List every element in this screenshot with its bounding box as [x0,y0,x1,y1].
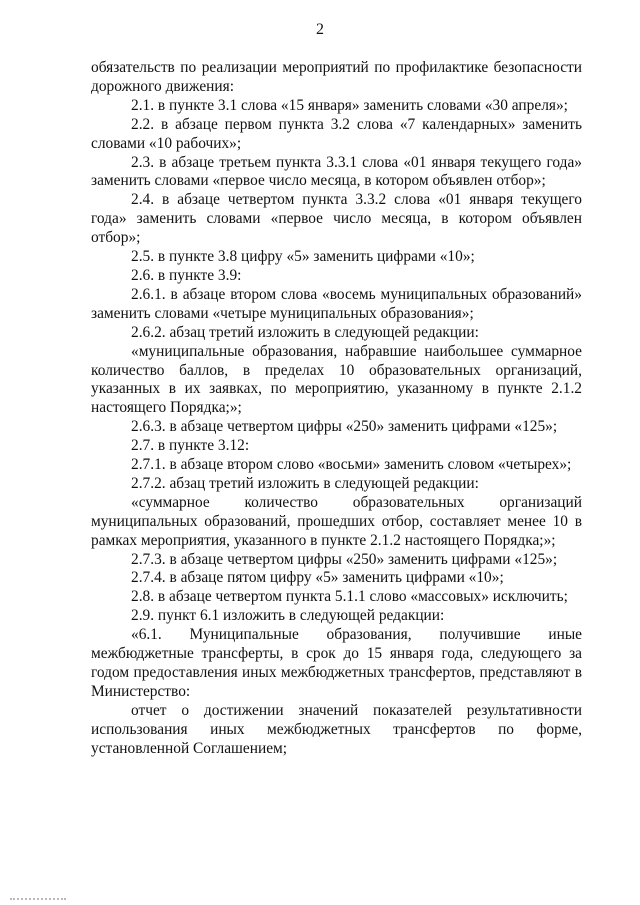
paragraph: 2.6.3. в абзаце четвертом цифры «250» заменить цифрами «125»; [131,418,558,436]
scan-edge-mark [10,898,66,903]
paragraph: 2.7.3. в абзаце четвертом цифры «250» заменить цифрами «125»; [131,550,558,568]
paragraph: 2.1. в пункте 3.1 слова «15 января» заменить словами «30 апреля»; [131,96,568,114]
paragraph: 2.6. в пункте 3.9: [131,266,242,284]
paragraph: «6.1. Муниципальные образования, получившие иные межбюджетные трансферты, в срок до 15 января года, следующего за годом предоставления иных межбюджетных трансфертов, представляют в Министерство: [91,626,582,700]
paragraph: обязательств по реализации мероприятий по профилактике безопасности дорожного движения: [91,59,582,95]
paragraph: 2.2. в абзаце первом пункта 3.2 слова «7 календарных» заменить словами «10 рабочих»; [91,115,582,152]
paragraph: 2.7. в пункте 3.12: [131,437,250,455]
paragraph: 2.8. в абзаце четвертом пункта 5.1.1 слово «массовых» исключить; [131,588,568,606]
paragraph: «муниципальные образования, набравшие наибольшее суммарное количество баллов, в пределах 10 образовательных организаций, указанных в их заявках, по мероприятию, указанному в пункте 2.1.2 настоящего Порядка;»; [91,342,582,417]
paragraph: 2.9. пункт 6.1 изложить в следующей редакции: [131,607,445,625]
paragraph: 2.3. в абзаце третьем пункта 3.3.1 слова «01 января текущего года» заменить словами «первое число месяца, в котором объявлен отбор»; [91,153,582,190]
document-body [91,59,582,759]
paragraph: «суммарное количество образовательных организаций муниципальных образований, прошедших отбор, составляет менее 10 в рамках мероприятия, указанного в пункте 2.1.2 настоящего Порядка;»; [91,493,582,549]
page-number: 2 [316,21,324,38]
paragraph: отчет о достижении значений показателей результативности использования иных межбюджетных трансфертов по форме, установленной Соглашением; [91,701,582,757]
paragraph: 2.7.1. в абзаце втором слово «восьми» заменить словом «четырех»; [131,456,572,474]
paragraph: 2.4. в абзаце четвертом пункта 3.3.2 слова «01 января текущего года» заменить словами «первое число месяца, в котором объявлен отбор»; [91,191,582,247]
paragraph: 2.6.1. в абзаце втором слова «восемь муниципальных образований» заменить словами «четыре муниципальных образования»; [91,285,582,322]
paragraph: 2.7.4. в абзаце пятом цифру «5» заменить цифрами «10»; [131,569,504,587]
paragraph: 2.5. в пункте 3.8 цифру «5» заменить цифрами «10»; [131,248,475,266]
paragraph: 2.6.2. абзац третий изложить в следующей редакции: [131,323,479,341]
paragraph: 2.7.2. абзац третий изложить в следующей редакции: [131,474,479,492]
